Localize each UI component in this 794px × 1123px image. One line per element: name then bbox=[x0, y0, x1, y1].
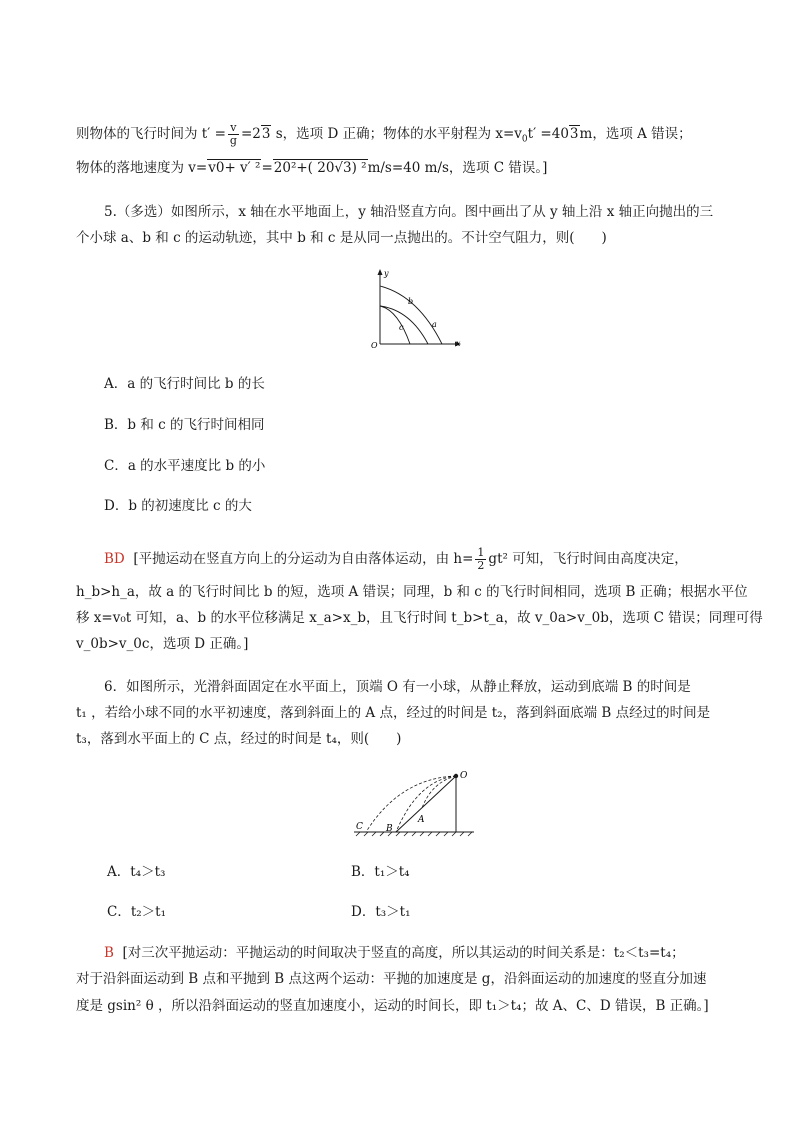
origin-label: O bbox=[371, 341, 378, 350]
prev-explanation-line-2: 物体的落地速度为 v=v0+ v′ ²=20²+( 20√3) ²m/s=40 m/s，选项 C 错误。] bbox=[76, 160, 548, 176]
q6-stem-line-2: t₁ ，若给小球不同的水平初速度，落到斜面上的 A 点，经过的时间是 t₂，落到斜面底端 B 点经过的时间是 bbox=[76, 705, 711, 721]
q5-stem-line-2: 个小球 a、b 和 c 的运动轨迹，其中 b 和 c 是从同一点抛出的。不计空气阻力，则( ) bbox=[76, 230, 607, 246]
prev-explanation-line-1: 则物体的飞行时间为 t′ = $\frac{v}{g}$ =23 s，选项 D 正确；物体的水平射程为 $x=v_0t' =403m$，选项 A 错误； bbox=[76, 121, 692, 147]
fraction-one-half: $\frac{1}{2}$ bbox=[477, 546, 485, 572]
q6-option-d: D．t₃＞t₁ bbox=[351, 904, 411, 920]
q6-option-c: C．t₂＞t₁ bbox=[107, 904, 167, 920]
trajectory-c bbox=[380, 306, 410, 344]
curve-a-label: a bbox=[432, 320, 437, 329]
q6-option-a: A．t₄＞t₃ bbox=[107, 864, 166, 880]
point-b-label: B bbox=[386, 824, 393, 834]
q5-explanation-line-2: h_b>h_a，故 a 的飞行时间比 b 的短，选项 A 错误；同理，b 和 c 的飞行时间相同，选项 B 正确；根据水平位 bbox=[76, 584, 748, 600]
q5-option-d: D．b 的初速度比 c 的大 bbox=[104, 498, 252, 514]
q6-answer: B bbox=[104, 945, 114, 961]
q5-trajectory-figure bbox=[366, 266, 466, 350]
ball-icon bbox=[454, 774, 458, 778]
q6-explanation-line-2: 对于沿斜面运动到 B 点和平抛到 B 点这两个运动：平抛的加速度是 g，沿斜面运动的加速度的竖直分加速 bbox=[76, 971, 707, 987]
q5-option-c: C．a 的水平速度比 b 的小 bbox=[104, 458, 266, 474]
x-axis-label: x bbox=[456, 339, 461, 348]
q6-stem-line-3: t₃，落到水平面上的 C 点，经过的时间是 t₄，则( ) bbox=[76, 731, 402, 747]
incline-slope bbox=[396, 776, 456, 832]
fraction-vt-over-g: $\frac{v}{g}$ bbox=[229, 121, 237, 147]
q5-explanation-line-4: v_0b>v_0c，选项 D 正确。] bbox=[76, 636, 249, 652]
point-a-label: A bbox=[418, 815, 425, 825]
q6-option-b: B．t₁＞t₄ bbox=[351, 864, 410, 880]
ground-hatching bbox=[356, 832, 472, 836]
q5-stem-line-1: 5.（多选）如图所示，x 轴在水平地面上，y 轴沿竖直方向。图中画出了从 y 轴上沿 x 轴正向抛出的三 bbox=[104, 204, 714, 220]
curve-b-label: b bbox=[408, 297, 414, 306]
q5-option-a: A．a 的飞行时间比 b 的长 bbox=[104, 376, 265, 392]
q6-explanation-line-1: B [对三次平抛运动：平抛运动的时间取决于竖直的高度，所以其运动的时间关系是：t₂＜t₃=t₄； bbox=[104, 945, 685, 961]
point-c-label: C bbox=[356, 822, 363, 832]
q5-explanation-line-3: 移 x=v₀t 可知，a、b 的水平位移满足 x_a>x_b，且飞行时间 t_b>t_a，故 v_0a>v_0b，选项 C 错误；同理可得 bbox=[76, 610, 763, 626]
point-o-label: O bbox=[460, 771, 468, 781]
q6-explanation-line-3: 度是 gsin² θ ，所以沿斜面运动的竖直加速度小，运动的时间长，即 t₁＞t₄；故 A、C、D 错误，B 正确。] bbox=[76, 998, 709, 1014]
q6-incline-figure bbox=[352, 766, 478, 838]
trajectory-to-c bbox=[366, 776, 456, 832]
q5-option-b: B．b 和 c 的飞行时间相同 bbox=[104, 417, 265, 433]
curve-c-label: c bbox=[399, 323, 404, 332]
q6-stem-line-1: 6．如图所示，光滑斜面固定在水平面上，顶端 O 有一小球，从静止释放，运动到底端 B 的时间是 bbox=[104, 679, 691, 695]
y-axis-label: y bbox=[384, 269, 389, 278]
y-axis-arrow-icon bbox=[378, 269, 383, 275]
q5-explanation-line-1: BD [平抛运动在竖直方向上的分运动为自由落体运动，由 h= $\frac{1}{2}$ gt² 可知，飞行时间由高度决定， bbox=[104, 546, 688, 572]
trajectory-a bbox=[380, 286, 442, 344]
q5-answer: BD bbox=[104, 551, 125, 567]
